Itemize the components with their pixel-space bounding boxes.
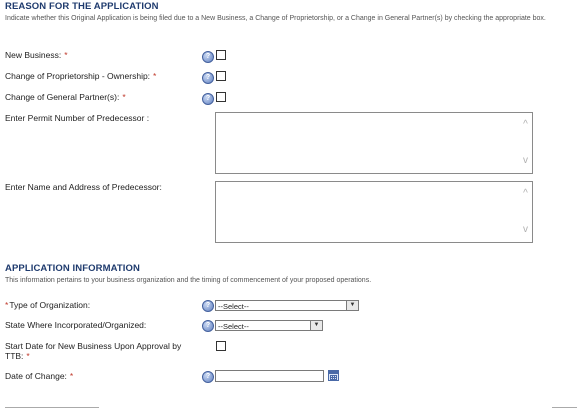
new-business-label (5, 50, 68, 60)
scroll-up-icon[interactable]: ^ (523, 119, 528, 130)
type-org-label-text: Type of Organization: (9, 300, 91, 310)
required-marker: * (26, 351, 30, 361)
name-address-textarea[interactable] (215, 181, 533, 243)
help-icon[interactable]: ? (202, 371, 214, 383)
change-partner-label-text: Change of General Partner(s): (5, 92, 120, 102)
change-proprietorship-label-text: Change of Proprietorship - Ownership: (5, 71, 151, 81)
name-address-label: Enter Name and Address of Predecessor: (5, 182, 162, 192)
type-org-label (5, 300, 90, 310)
state-label: State Where Incorporated/Organized: (5, 320, 147, 330)
divider (5, 407, 99, 408)
state-select[interactable] (215, 320, 323, 331)
textarea-scrollbar[interactable] (519, 182, 532, 242)
type-org-select-value: --Select-- (218, 302, 249, 311)
date-change-label-text: Date of Change: (5, 371, 67, 381)
required-marker: * (69, 371, 74, 381)
calendar-icon[interactable] (328, 370, 339, 381)
start-date-label (5, 341, 205, 361)
start-date-checkbox[interactable] (216, 341, 226, 351)
scroll-up-icon[interactable]: ^ (523, 188, 528, 199)
new-business-label-text: New Business: (5, 50, 62, 60)
chevron-down-icon[interactable]: ▼ (346, 301, 358, 310)
help-icon[interactable]: ? (202, 72, 214, 84)
help-icon[interactable]: ? (202, 320, 214, 332)
required-marker: * (5, 300, 9, 310)
section-title-reason: REASON FOR THE APPLICATION (5, 1, 159, 12)
type-org-select[interactable] (215, 300, 359, 311)
permit-number-textarea[interactable] (215, 112, 533, 174)
date-change-label (5, 371, 73, 381)
date-change-input[interactable] (215, 370, 324, 382)
change-partner-label (5, 92, 126, 102)
required-marker: * (153, 71, 157, 81)
change-partner-checkbox[interactable] (216, 92, 226, 102)
help-icon[interactable]: ? (202, 51, 214, 63)
textarea-scrollbar[interactable] (519, 113, 532, 173)
chevron-down-icon[interactable]: ▼ (310, 321, 322, 330)
divider (552, 407, 577, 408)
required-marker: * (64, 50, 68, 60)
required-marker: * (122, 92, 126, 102)
scroll-down-icon[interactable]: v (523, 155, 528, 166)
help-icon[interactable]: ? (202, 300, 214, 312)
scroll-down-icon[interactable]: v (523, 224, 528, 235)
section-description-application: This information pertains to your business organization and the timing of commencement of your proposed operations. (5, 277, 372, 284)
section-title-application: APPLICATION INFORMATION (5, 263, 140, 274)
new-business-checkbox[interactable] (216, 50, 226, 60)
state-select-value: --Select-- (218, 322, 249, 331)
section-description-reason: Indicate whether this Original Application is being filed due to a New Business, a Change of Proprietorship, or a Change in General Partner(s) by checking the appropriate box. (5, 15, 546, 22)
start-date-label-text: Start Date for New Business Upon Approval by TTB: (5, 341, 182, 361)
change-proprietorship-checkbox[interactable] (216, 71, 226, 81)
permit-number-label: Enter Permit Number of Predecessor : (5, 113, 150, 123)
help-icon[interactable]: ? (202, 93, 214, 105)
change-proprietorship-label (5, 71, 156, 81)
